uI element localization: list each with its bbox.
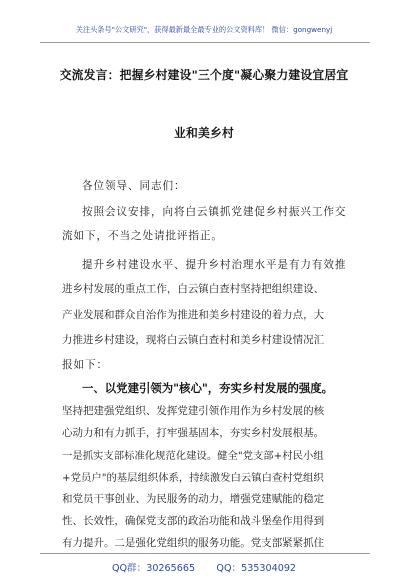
section-1-heading: 一、以党建引领为"核心"，夯实乡村发展的强度。	[82, 381, 334, 395]
paragraph-3-line: 心动力和有力抓手，打牢强基固本，夯实乡村发展根基。	[62, 427, 325, 439]
document-title-line-1: 交流发言：把握乡村建设"三个度"凝心聚力建设宜居宜	[59, 68, 349, 82]
document-title-line-2: 业和美乡村	[174, 126, 234, 140]
paragraph-3-line: 一是抓实支部标准化规范化建设。健全"党支部+村民小组	[62, 450, 324, 462]
paragraph-2-line: 报如下：	[62, 359, 108, 371]
paragraph-2-line: 力推进乡村建设，现将白云镇白查村和美乡村建设情况汇	[62, 334, 325, 346]
header-divider	[40, 42, 370, 43]
paragraph-2-line: 进乡村发展的重点工作，白云镇白查村坚持把组织建设、	[62, 283, 325, 295]
paragraph-3-line: 性、长效性，确保党支部的政治功能和战斗堡垒作用得到	[62, 515, 325, 527]
footer-divider	[40, 553, 370, 554]
paragraph-1-line: 按照会议安排，向将白云镇抓党建促乡村振兴工作交	[82, 206, 347, 218]
paragraph-3-line: +党员户"的基层组织体系，持续激发白云镇白查村党组织	[62, 472, 324, 484]
paragraph-3-line: 有力提升。二是强化党组织的服务功能。党支部紧紧抓住	[62, 537, 325, 549]
header-banner: 关注头条号"公文研究"，获得最新最全最专业的公文资料库！ 微信：gongwenyj	[75, 25, 333, 34]
paragraph-3-line: 坚持把建强党组织、发挥党建引领作用作为乡村发展的核	[62, 405, 325, 417]
paragraph-2-line: 产业发展和群众自治作为推进和美乡村建设的着力点，大	[62, 309, 325, 321]
paragraph-2-line: 提升乡村建设水平、提升乡村治理水平是有力有效推	[82, 259, 347, 271]
paragraph-3-line: 和党员干事创业、为民服务的动力，增强党建赋能的稳定	[62, 493, 325, 505]
salutation: 各位领导、同志们：	[82, 180, 186, 192]
footer-contact: QQ群：30265665 QQ：535304092	[111, 563, 297, 574]
paragraph-1-line: 流如下，不当之处请批评指正。	[62, 230, 223, 242]
